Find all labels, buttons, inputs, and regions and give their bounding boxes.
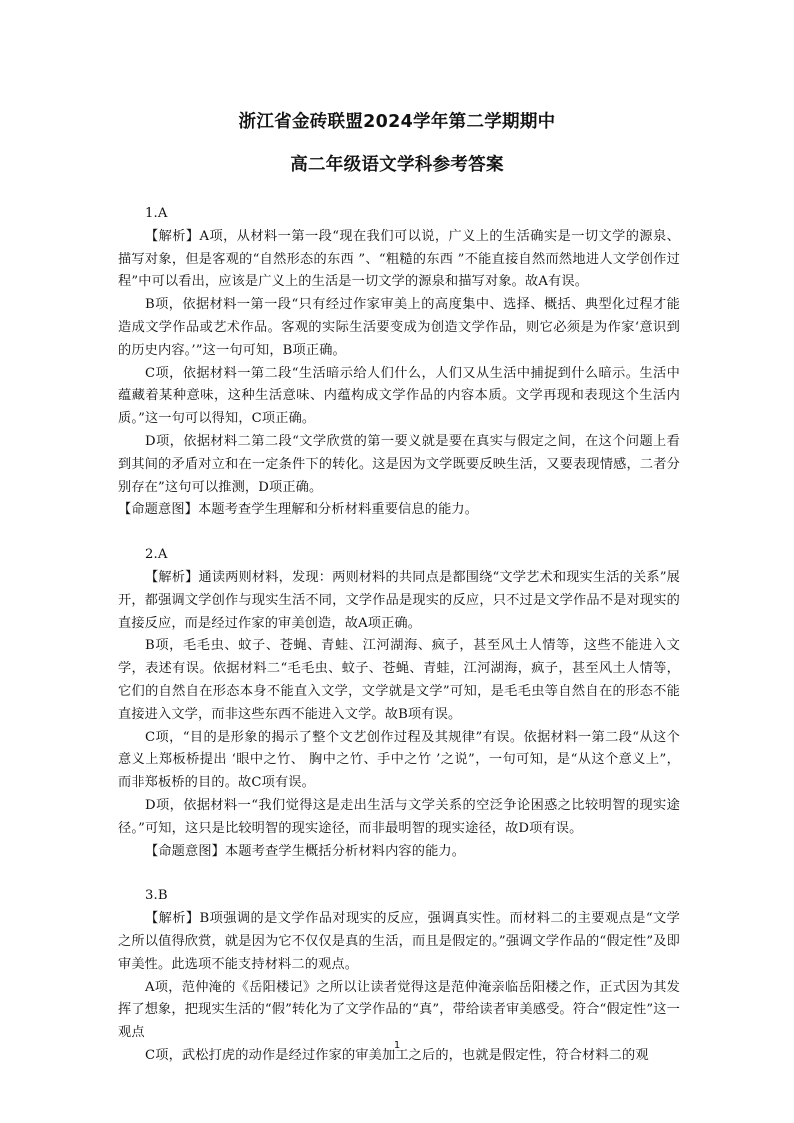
analysis-paragraph: 【解析】A项，从材料一第一段“现在我们可以说，广义上的生活确实是一切文学的源泉、描写对象，但是客观的“自然形态的东西 ”、“粗糙的东西 ”不能直接自然而然地进人文学创作过程”中可以看出，应该是广义上的生活是一切文学的源泉和描写对象。故A有误。 <box>118 228 680 290</box>
option-paragraph: C项，武松打虎的动作是经过作家的审美加工之后的，也就是假定性，符合材料二的观 <box>145 1047 649 1063</box>
title-line-1: 浙江省金砖联盟2024学年第二学期期中 <box>238 112 556 132</box>
option-paragraph: C项，“目的是形象的揭示了整个文艺创作过程及其规律”有误。依据材料一第二段“从这个意义上郑板桥提出 ‘眼中之竹、 胸中之竹、手中之竹 ’之说”，一句可知，是“从这个意义上”，而非郑板桥的目的。故C项有误。 <box>118 729 680 791</box>
question-number: 1.A <box>145 206 168 221</box>
intent-paragraph: 【命题意图】本题考查学生概括分析材料内容的能力。 <box>145 843 466 859</box>
question-number: 2.A <box>145 547 168 563</box>
option-paragraph: B项，毛毛虫、蚊子、苍蝇、青蛙、江河湖海、疯子，甚至风土人情等，这些不能进入文学，表述有误。依据材料二“毛毛虫、蚊子、苍蝇、青蛙，江河湖海，疯子，甚至风土人情等，它们的自然自在形态本身不能直入文学，文学就是文学”可知，是毛毛虫等自然自在的形态不能直接进入文学，而非这些东西不能进入文学。故B项有误。 <box>118 638 680 722</box>
page-number: 1 <box>393 1040 401 1051</box>
answer-body <box>118 203 680 1068</box>
intent-paragraph: 【命题意图】本题考查学生理解和分析材料重要信息的能力。 <box>118 502 479 518</box>
option-paragraph: A项，范仲淹的《岳阳楼记》之所以让读者觉得这是范仲淹亲临岳阳楼之作，正式因为其发挥了想象，把现实生活的“假”转化为了文学作品的“真”，带给读者审美感受。符合“假定性”这一观点 <box>118 979 680 1041</box>
option-paragraph: D项，依据材料二第二段“文学欣赏的第一要义就是要在真实与假定之间，在这个问题上看到其间的矛盾对立和在一定条件下的转化。这是因为文学既要反映生活，又要表现情感，二者分别存在”这句可以推测，D项正确。 <box>118 433 680 495</box>
option-paragraph: B项，依据材料一第一段“只有经过作家审美上的高度集中、选择、概括、典型化过程才能造成文学作品或艺术作品。客观的实际生活要变成为创造文学作品，则它必须是为作家‘意识到的历史内容。’”这一句可知，B项正确。 <box>118 297 680 358</box>
analysis-paragraph: 【解析】通读两则材料，发现：两则材料的共同点是都围绕“文学艺术和现实生活的关系”展开，都强调文学创作与现实生活不同，文学作品是现实的反应，只不过是文学作品不是对现实的直接反应，而是经过作家的审美创造，故A项正确。 <box>118 569 680 631</box>
option-paragraph: D项，依据材料一“我们觉得这是走出生活与文学关系的空泛争论困惑之比较明智的现实途径。”可知，这只是比较明智的现实途径，而非最明智的现实途径，故D项有误。 <box>118 797 680 836</box>
question-number: 3.B <box>145 888 168 904</box>
analysis-paragraph: 【解析】B项强调的是文学作品对现实的反应，强调真实性。而材料二的主要观点是“文学之所以值得欣赏，就是因为它不仅仅是真的生活，而且是假定的。”强调文学作品的“假定性”及即审美性。此选项不能支持材料二的观点。 <box>118 911 680 972</box>
option-paragraph: C项，依据材料一第二段“生活暗示给人们什么，人们又从生活中捕捉到什么暗示。生活中蕴藏着某种意味，这种生活意味、内蕴构成文学作品的内容本质。文学再现和表现这个生活内质。”这一句可以得知，C项正确。 <box>118 365 680 427</box>
title-line-2: 高二年级语文学科参考答案 <box>290 155 504 175</box>
